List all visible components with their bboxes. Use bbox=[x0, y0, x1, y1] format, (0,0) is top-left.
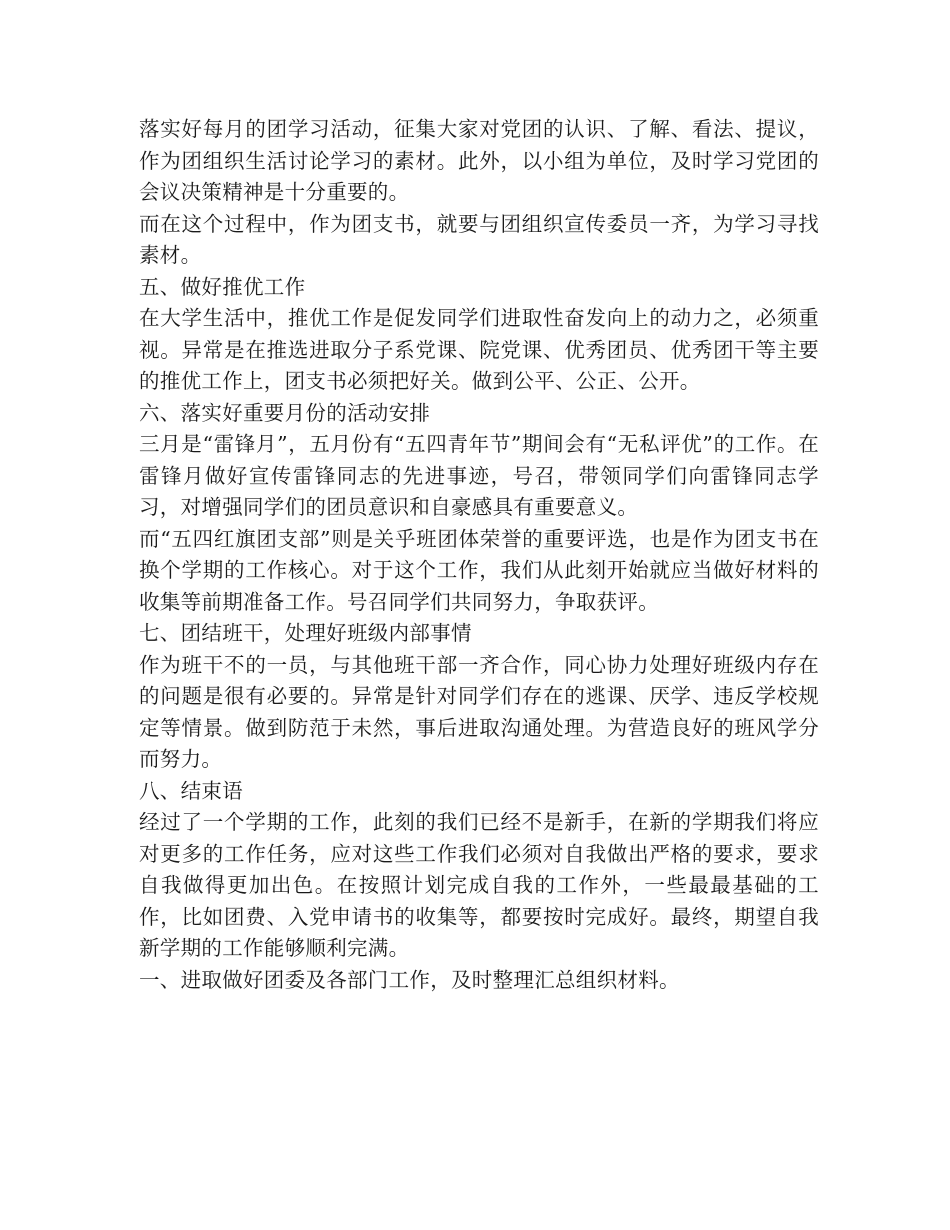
document-body bbox=[139, 114, 819, 996]
paragraph: 在大学生活中，推优工作是促发同学们进取性奋发向上的动力之，必须重视。异常是在推选进取分子系党课、院党课、优秀团员、优秀团干等主要的推优工作上，团支书必须把好关。做到公平、公正、公开。 bbox=[139, 306, 819, 393]
section-heading: 一、进取做好团委及各部门工作，及时整理汇总组织材料。 bbox=[139, 967, 680, 992]
section-heading: 五、做好推优工作 bbox=[139, 274, 306, 299]
paragraph: 经过了一个学期的工作，此刻的我们已经不是新手，在新的学期我们将应对更多的工作任务，应对这些工作我们必须对自我做出严格的要求，要求自我做得更加出色。在按照计划完成自我的工作外，一些最最基础的工作，比如团费、入党申请书的收集等，都要按时完成好。最终，期望自我新学期的工作能够顺利完满。 bbox=[139, 810, 819, 960]
paragraph: 落实好每月的团学习活动，征集大家对党团的认识、了解、看法、提议，作为团组织生活讨论学习的素材。此外，以小组为单位，及时学习党团的会议决策精神是十分重要的。 bbox=[139, 117, 819, 204]
paragraph: 而“五四红旗团支部”则是关乎班团体荣誉的重要评选，也是作为团支书在换个学期的工作核心。对于这个工作，我们从此刻开始就应当做好材料的收集等前期准备工作。号召同学们共同努力，争取获评。 bbox=[139, 526, 819, 614]
section-heading: 八、结束语 bbox=[139, 778, 243, 803]
section-heading: 六、落实好重要月份的活动安排 bbox=[139, 400, 431, 425]
section-heading: 七、团结班干，处理好班级内部事情 bbox=[139, 621, 472, 645]
paragraph: 作为班干不的一员，与其他班干部一齐合作，同心协力处理好班级内存在的问题是很有必要的。异常是针对同学们存在的逃课、厌学、违反学校规定等情景。做到防范于未然，事后进取沟通处理。为营造良好的班风学分而努力。 bbox=[139, 652, 819, 771]
paragraph: 而在这个过程中，作为团支书，就要与团组织宣传委员一齐，为学习寻找素材。 bbox=[139, 211, 819, 267]
paragraph: 三月是“雷锋月”，五月份有“五四青年节”期间会有“无私评优”的工作。在雷锋月做好宣传雷锋同志的先进事迹，号召，带领同学们向雷锋同志学习，对增强同学们的团员意识和自豪感具有重要意义。 bbox=[139, 432, 819, 519]
